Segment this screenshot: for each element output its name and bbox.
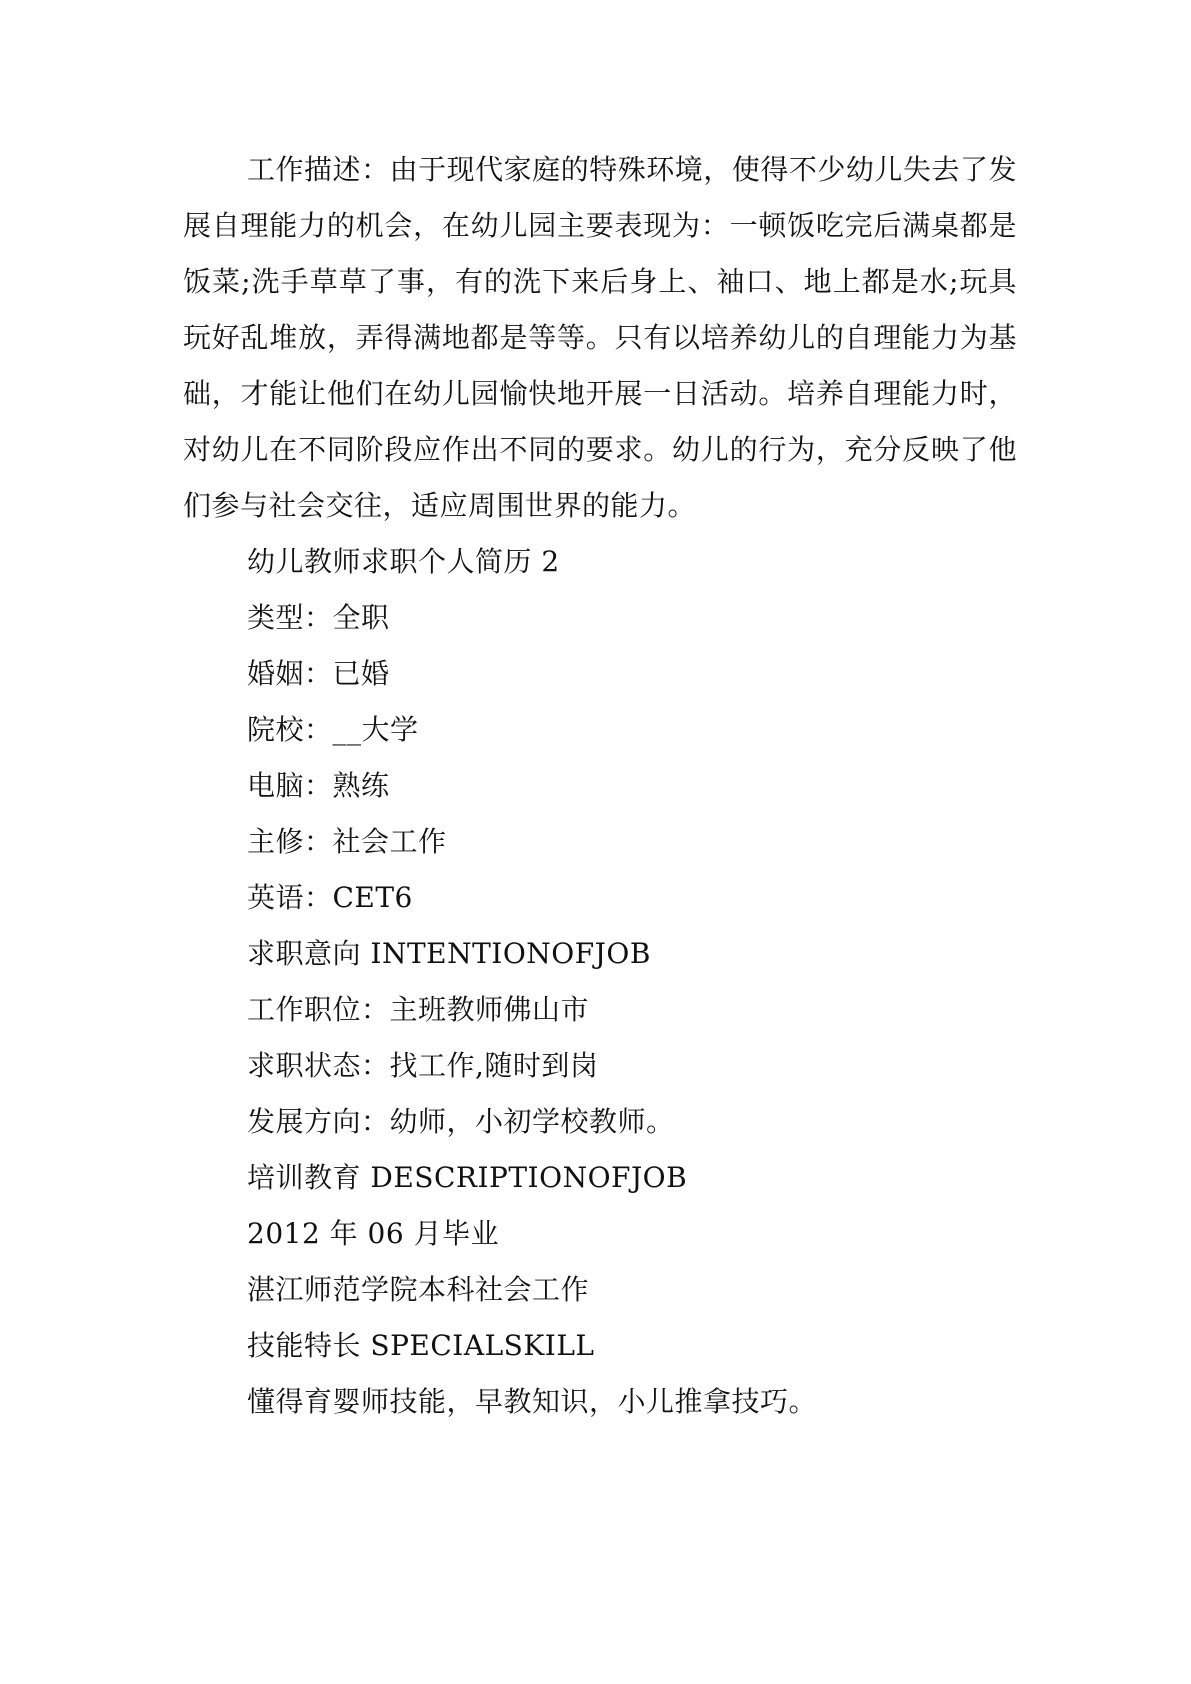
school-line: 院校：__大学	[247, 713, 419, 746]
college-line: 湛江师范学院本科社会工作	[247, 1273, 590, 1306]
type-line: 类型：全职	[247, 601, 390, 634]
job-description-paragraph: 工作描述：由于现代家庭的特殊环境，使得不少幼儿失去了发展自理能力的机会，在幼儿园主要表现为：一顿饭吃完后满桌都是饭菜;洗手草草了事，有的洗下来后身上、袖口、地上都是水;玩具玩好乱堆放，弄得满地都是等等。只有以培养幼儿的自理能力为基础，才能让他们在幼儿园愉快地开展一日活动。培养自理能力时，对幼儿在不同阶段应作出不同的要求。幼儿的行为，充分反映了他们参与社会交往，适应周围世界的能力。	[183, 153, 1017, 522]
job-intention-heading: 求职意向 INTENTIONOFJOB	[247, 937, 651, 970]
major-line: 主修：社会工作	[247, 825, 447, 858]
direction-line: 发展方向：幼师，小初学校教师。	[247, 1105, 675, 1138]
job-position-line: 工作职位：主班教师佛山市	[247, 993, 590, 1026]
resume-title: 幼儿教师求职个人简历 2	[247, 545, 560, 578]
education-heading: 培训教育 DESCRIPTIONOFJOB	[247, 1161, 688, 1194]
skills-line: 懂得育婴师技能，早教知识，小儿推拿技巧。	[247, 1385, 818, 1418]
skills-heading: 技能特长 SPECIALSKILL	[247, 1329, 595, 1362]
document-body	[183, 142, 1017, 1430]
english-line: 英语：CET6	[247, 881, 413, 914]
graduation-line: 2012 年 06 月毕业	[247, 1217, 500, 1250]
resume-lines	[183, 534, 1017, 1430]
job-status-line: 求职状态：找工作,随时到岗	[247, 1049, 599, 1082]
marriage-line: 婚姻：已婚	[247, 657, 390, 690]
computer-line: 电脑：熟练	[247, 769, 390, 802]
